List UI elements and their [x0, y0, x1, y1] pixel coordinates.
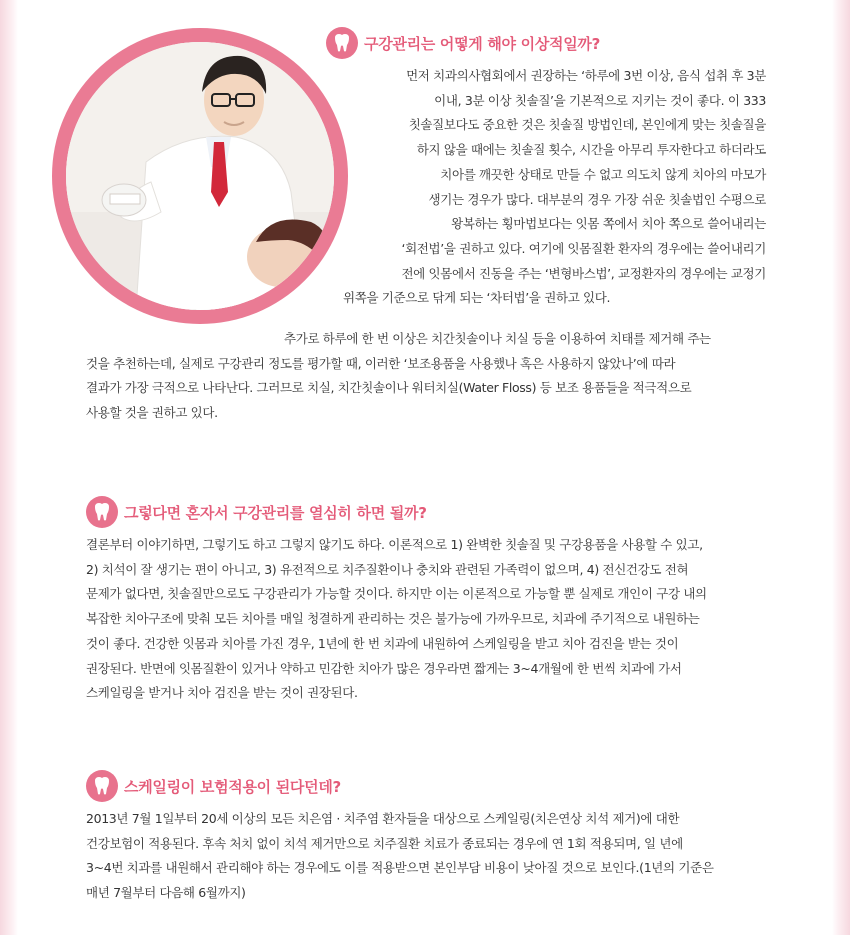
- text-line: 이내, 3분 이상 칫솔질’을 기본적으로 지키는 것이 좋다. 이 333: [434, 92, 766, 108]
- section-1-paragraph: [330, 64, 766, 311]
- section-1-paragraph-2: [86, 327, 766, 426]
- text-line: 생기는 경우가 많다. 대부분의 경우 가장 쉬운 칫솔법인 수평으로: [428, 191, 766, 207]
- text-line: 하지 않을 때에는 칫솔질 횟수, 시간을 아무리 투자한다고 하더라도: [416, 142, 766, 158]
- text-line: 결과가 가장 극적으로 나타난다. 그러므로 치실, 치간칫솔이나 워터치실(Water Floss) 등 보조 용품들을 적극적으로: [86, 380, 692, 396]
- section-heading-text: 그렇다면 혼자서 구강관리를 열심히 하면 될까?: [124, 503, 427, 522]
- right-border-gradient: [832, 0, 850, 935]
- section-2-paragraph: [86, 533, 766, 706]
- text-line: ‘회전법’을 권하고 있다. 여기에 잇몸질환 환자의 경우에는 쓸어내리기: [401, 240, 766, 256]
- tooth-icon: [86, 770, 118, 802]
- text-line: 사용할 것을 권하고 있다.: [86, 405, 218, 421]
- text-line: 칫솔질보다도 중요한 것은 칫솔질 방법인데, 본인에게 맞는 칫솔질을: [408, 117, 766, 133]
- section-heading-text: 구강관리는 어떻게 해야 이상적일까?: [364, 34, 601, 53]
- section-3-paragraph: [86, 807, 766, 906]
- text-line: 먼저 치과의사협회에서 권장하는 ‘하루에 3번 이상, 음식 섭취 후 3분: [406, 68, 766, 83]
- text-line: 추가로 하루에 한 번 이상은 치간칫솔이나 치실 등을 이용하여 치태를 제거해 주는: [284, 331, 711, 346]
- text-line: 권장된다. 반면에 잇몸질환이 있거나 약하고 민감한 치아가 많은 경우라면 짧게는 3~4개월에 한 번씩 치과에 가서: [86, 660, 682, 676]
- section-heading-text: 스케일링이 보험적용이 된다던데?: [124, 777, 341, 796]
- text-line: 3~4번 치과를 내원해서 관리해야 하는 경우에도 이를 적용받으면 본인부담 비용이 낮아질 것으로 보인다.(1년의 기준은: [86, 860, 714, 876]
- tooth-icon: [86, 496, 118, 528]
- text-line: 스케일링을 받거나 치아 검진을 받는 것이 권장된다.: [86, 685, 358, 701]
- text-line: 2013년 7월 1일부터 20세 이상의 모든 치은염 · 치주염 환자들을 대상으로 스케일링(치은연상 치석 제거)에 대한: [86, 811, 680, 826]
- dentist-patient-photo: [66, 42, 334, 310]
- text-line: 복잡한 치아구조에 맞춰 모든 치아를 매일 청결하게 관리하는 것은 불가능에 가까우므로, 치과에 주기적으로 내원하는: [86, 611, 700, 627]
- text-line: 것이 좋다. 건강한 잇몸과 치아를 가진 경우, 1년에 한 번 치과에 내원하여 스케일링을 받고 치아 검진을 받는 것이: [86, 635, 679, 651]
- text-line: 2) 치석이 잘 생기는 편이 아니고, 3) 유전적으로 치주질환이나 충치와 관련된 가족력이 없으며, 4) 전신건강도 전혀: [86, 561, 689, 577]
- text-line: 것을 추천하는데, 실제로 구강관리 정도를 평가할 때, 이러한 ‘보조용품을 사용했나 혹은 사용하지 않았나’에 따라: [86, 355, 676, 371]
- text-line: 왕복하는 횡마법보다는 잇몸 쪽에서 치아 쪽으로 쓸어내리는: [451, 216, 766, 232]
- text-line: 건강보험이 적용된다. 후속 처치 없이 치석 제거만으로 치주질환 치료가 종료되는 경우에 연 1회 적용되며, 일 년에: [86, 835, 683, 851]
- section-heading-self-care: [86, 496, 427, 528]
- text-line: 위쪽을 기준으로 닦게 되는 ‘차터법’을 권하고 있다.: [343, 290, 611, 306]
- text-line: 전에 잇몸에서 진동을 주는 ‘변형바스법’, 교정환자의 경우에는 교정기: [401, 265, 766, 281]
- text-line: 문제가 없다면, 칫솔질만으로도 구강관리가 가능할 것이다. 하지만 이는 이론적으로 가능할 뿐 실제로 개인이 구강 내의: [86, 586, 707, 602]
- section-heading-oral-care: [326, 27, 600, 59]
- left-border-gradient: [0, 0, 18, 935]
- section-heading-scaling-insurance: [86, 770, 341, 802]
- text-line: 치아를 깨끗한 상태로 만들 수 없고 의도치 않게 치아의 마모가: [440, 166, 766, 182]
- text-line: 매년 7월부터 다음해 6월까지): [86, 885, 246, 901]
- text-line: 결론부터 이야기하면, 그렇기도 하고 그렇지 않기도 하다. 이론적으로 1) 완벽한 칫솔질 및 구강용품을 사용할 수 있고,: [86, 537, 703, 552]
- tooth-icon: [326, 27, 358, 59]
